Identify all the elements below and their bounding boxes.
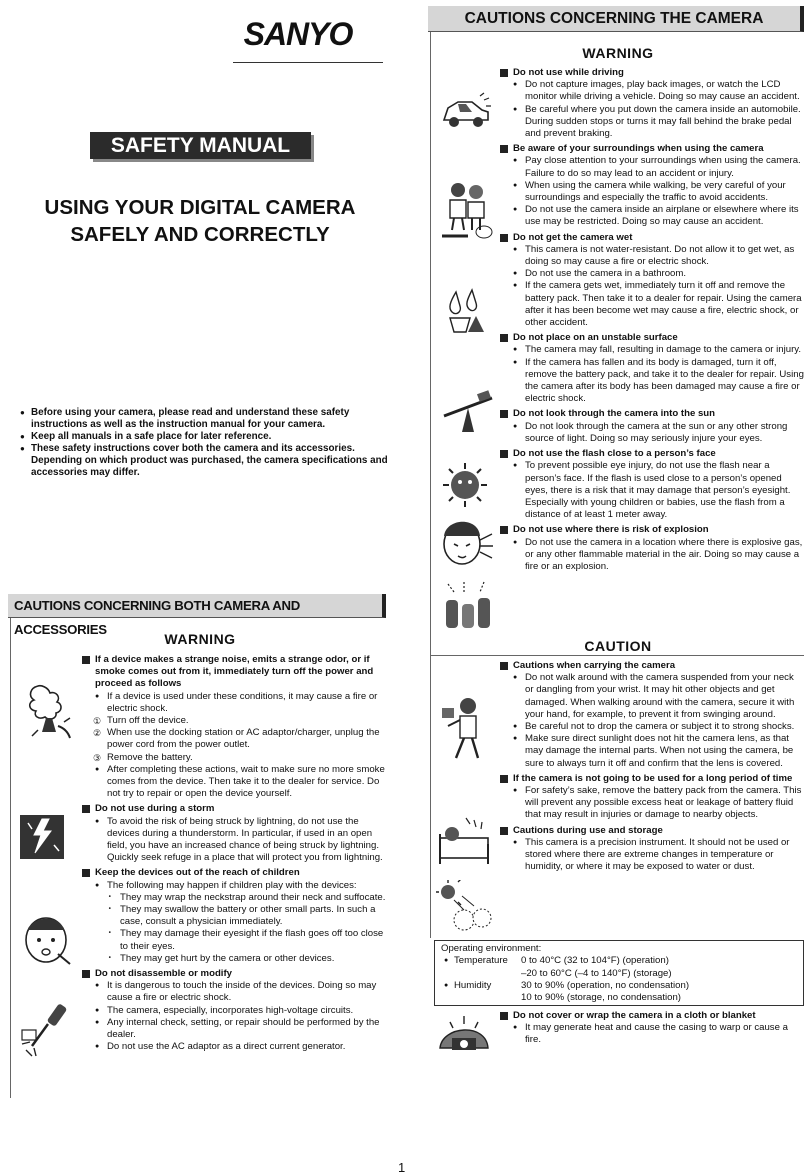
intro-list (20, 407, 390, 480)
item-heading: Do not disassemble or modify (82, 968, 386, 980)
bullet-text: ● Pay close attention to your surroundings when using the camera. Failure to do so may lead to an accident or injury. (500, 155, 804, 179)
numbered-step (82, 727, 386, 751)
bullet-text: ● Do not walk around with the camera suspended from your neck or dangling from your wrist. It may hit other objects and get damaged. When walking around with the camera, secure it with your hand, for example, to prevent it from swinging around. (500, 672, 804, 721)
step-number: ② (93, 728, 102, 739)
bullet-text: ● The camera, especially, incorporates high-voltage circuits. (82, 1005, 386, 1017)
item-heading: Keep the devices out of the reach of children (82, 867, 386, 879)
env-key (441, 968, 521, 980)
intro-item: ● Before using your camera, please read and understand these safety instructions as well as the instruction manual for your camera. (20, 407, 390, 431)
item-heading: Do not use where there is risk of explosion (500, 524, 804, 536)
operating-environment-box (434, 940, 804, 1006)
env-key: ● Temperature (441, 955, 521, 967)
item-heading: Cautions during use and storage (500, 825, 804, 837)
step-number: ① (93, 716, 102, 727)
right-warning-items (500, 67, 804, 576)
right-caution-items (500, 660, 804, 876)
env-row (441, 980, 797, 992)
bullet-text: ● Be careful where you put down the camera inside an automobile. During sudden stops or turns it may fall behind the brake pedal and prevent braking. (500, 104, 804, 141)
right-column-rule-bottom (430, 628, 431, 938)
numbered-step (82, 752, 386, 764)
env-key: ● Humidity (441, 980, 521, 992)
left-warning-items (82, 654, 386, 1057)
bullet-text: ● The camera may fall, resulting in damage to the camera or injury. (500, 344, 804, 356)
item-heading: Do not look through the camera into the sun (500, 408, 804, 420)
warning-item (82, 968, 386, 1053)
env-value: 10 to 90% (storage, no condensation) (521, 992, 682, 1004)
item-heading: Do not get the camera wet (500, 232, 804, 244)
step-text: Remove the battery. (107, 751, 193, 763)
right-column-rule-top (430, 32, 431, 654)
sub-bullet: ・ They may swallow the battery or other small parts. In such a case, consult a physician immediately. (82, 904, 386, 928)
bullet-text: ● It is dangerous to touch the inside of the devices. Doing so may cause a fire or electric shock. (82, 980, 386, 1004)
sub-bullet: ・ They may get hurt by the camera or other devices. (82, 953, 386, 965)
item-heading: If the camera is not going to be used for a long period of time (500, 773, 804, 785)
warning-item (500, 825, 804, 874)
sub-bullet: ・ They may wrap the neckstrap around their neck and suffocate. (82, 892, 386, 904)
env-row (441, 992, 797, 1004)
flash-face-icon (440, 514, 494, 572)
right-section-header: CAUTIONS CONCERNING THE CAMERA (428, 6, 804, 32)
item-heading: Do not place on an unstable surface (500, 332, 804, 344)
bullet-text: ● Do not use the AC adaptor as a direct current generator. (82, 1041, 386, 1053)
env-value: –20 to 60°C (–4 to 140°F) (storage) (521, 967, 672, 979)
sub-bullet: ・ They may damage their eyesight if the flash goes off too close to their eyes. (82, 928, 386, 952)
bullet-text: ● This camera is a precision instrument. It should not be used or stored where there are extreme changes in temperature or humidity, or where it may be exposed to water or dust. (500, 837, 804, 874)
bullet-text: ● After completing these actions, wait to make sure no more smoke comes from the device. Then take it to the dealer for service. Do not try to repair or open the device yourself. (82, 764, 386, 801)
warning-item (500, 332, 804, 405)
left-column-rule (10, 618, 11, 1098)
bullet-text: ● Do not use the camera in a location where there is explosive gas, or any other flammable material in the air. Doing so may cause a fire or an explosion. (500, 537, 804, 574)
bullet-text: ● If a device is used under these conditions, it may cause a fire or electric shock. (82, 691, 386, 715)
bullet-text: ● Make sure direct sunlight does not hit the camera lens, as that may damage the internal parts. When not using the camera, be sure to always turn it off and confirm that the lens is covered. (500, 733, 804, 770)
right-last-item (500, 1010, 804, 1050)
bed-icon (436, 814, 492, 870)
env-value: 0 to 40°C (32 to 104°F) (operation) (521, 955, 669, 967)
intro-item: ● These safety instructions cover both the camera and its accessories. Depending on which product was purchased, the camera specifications and accessories may differ. (20, 443, 390, 479)
warning-item (500, 143, 804, 228)
bullet-text: ● To prevent possible eye injury, do not use the flash near a person’s face. If the flash is used close to a person’s opened eyes, there is a risk that it may damage that person’s eyesight. Especially with young children or babies, use the flash from a distance of at least 1 meter away. (500, 460, 804, 521)
title-line-2: SAFELY AND CORRECTLY (70, 223, 330, 246)
left-warning-title: WARNING (164, 631, 236, 647)
left-section-header: CAUTIONS CONCERNING BOTH CAMERA AND ACCESSORIES (8, 594, 386, 618)
manual-title: SAFETY MANUAL (90, 132, 311, 159)
warning-item (500, 1010, 804, 1047)
warning-item (500, 660, 804, 770)
child-icon (18, 910, 74, 972)
warning-item (82, 867, 386, 965)
env-title: Operating environment: (441, 943, 542, 954)
title-line-1: USING YOUR DIGITAL CAMERA (44, 196, 356, 219)
item-heading: Do not use while driving (500, 67, 804, 79)
lightning-icon (20, 815, 64, 859)
carrying-person-icon (440, 694, 490, 764)
intro-item: ● Keep all manuals in a safe place for later reference. (20, 431, 390, 443)
car-icon (440, 92, 492, 132)
sun-icon (442, 462, 488, 508)
bullet-text: ● It may generate heat and cause the casing to warp or cause a fire. (500, 1022, 804, 1046)
step-number: ③ (93, 752, 102, 763)
bullet-text: ● If the camera gets wet, immediately turn it off and remove the battery pack. Then take it to a dealer for repair. Using the camera after it has been become wet may cause a fire, electric shock, or other accident. (500, 280, 804, 329)
bullet-text: ● This camera is not water-resistant. Do not allow it to get wet, as doing so may cause a fire or electric shock. (500, 244, 804, 268)
bullet-text: ● The following may happen if children play with the devices: (82, 880, 386, 892)
sanyo-logo: SANYO (243, 16, 353, 52)
walking-people-icon (440, 178, 496, 240)
bullet-text: ● Do not use the camera in a bathroom. (500, 268, 804, 280)
right-caution-title: CAUTION (584, 638, 652, 654)
item-heading: Do not use the flash close to a person’s face (500, 448, 804, 460)
step-text: When use the docking station or AC adaptor/charger, unplug the power cord from the power outlet. (107, 727, 380, 751)
warning-item (500, 232, 804, 330)
item-heading: Do not use during a storm (82, 803, 386, 815)
warning-item (500, 448, 804, 521)
env-key (441, 992, 521, 1004)
warning-item (82, 803, 386, 864)
right-warning-title: WARNING (582, 45, 654, 61)
warning-item (500, 524, 804, 573)
gas-cylinder-icon (440, 580, 494, 630)
warning-item (82, 654, 386, 800)
logo-rule (233, 62, 383, 63)
env-row (441, 955, 797, 967)
bullet-text: ● If the camera has fallen and its body is damaged, turn it off, remove the battery pack, and take it to the dealer for repair. Using the camera after its body has been damaged may cause a fire or electric shock. (500, 357, 804, 406)
page-number: 1 (398, 1160, 406, 1175)
bullet-text: ● To avoid the risk of being struck by lightning, do not use the devices during a thunderstorm. In particular, if used in an open field, you have an increased chance of being struck by lightning. Quickly seek refuge in a place that will protect you from lightning. (82, 816, 386, 865)
bullet-text: ● Do not look through the camera at the sun or any other strong source of light. Doing so may seriously injure your eyes. (500, 421, 804, 445)
bullet-text: ● Be careful not to drop the camera or subject it to strong shocks. (500, 721, 804, 733)
step-text: Turn off the device. (107, 715, 189, 727)
seesaw-icon (440, 388, 496, 436)
bullet-text: ● For safety’s sake, remove the battery pack from the camera. This will prevent any possible excess heat or leakage of battery fluid that may result in injuries or damage to nearby objects. (500, 785, 804, 822)
bullet-text: ● Do not capture images, play back images, or watch the LCD monitor while driving a vehicle. Doing so may cause an accident. (500, 79, 804, 103)
page-title (20, 194, 380, 248)
env-row (441, 968, 797, 980)
numbered-step (82, 715, 386, 727)
warning-item (500, 408, 804, 445)
smoke-icon (18, 678, 76, 742)
item-heading: If a device makes a strange noise, emits a strange odor, or if smoke comes out from it, immediately turn off the power and proceed as follows (82, 654, 386, 691)
item-heading: Be aware of your surroundings when using the camera (500, 143, 804, 155)
screwdriver-icon (18, 1000, 74, 1060)
env-value: 30 to 90% (operation, no condensation) (521, 979, 690, 991)
item-heading: Do not cover or wrap the camera in a cloth or blanket (500, 1010, 804, 1022)
item-heading: Cautions when carrying the camera (500, 660, 804, 672)
blanket-camera-icon (436, 1014, 492, 1060)
sun-dust-icon (436, 880, 494, 936)
bullet-text: ● Any internal check, setting, or repair should be performed by the dealer. (82, 1017, 386, 1041)
warning-item (500, 773, 804, 822)
warning-item (500, 67, 804, 140)
bullet-text: ● Do not use the camera inside an airplane or elsewhere where its use may be restricted. Doing so may cause an accident. (500, 204, 804, 228)
bullet-text: ● When using the camera while walking, be very careful of your surroundings and especially the traffic to avoid accidents. (500, 180, 804, 204)
water-drops-icon (444, 288, 490, 336)
